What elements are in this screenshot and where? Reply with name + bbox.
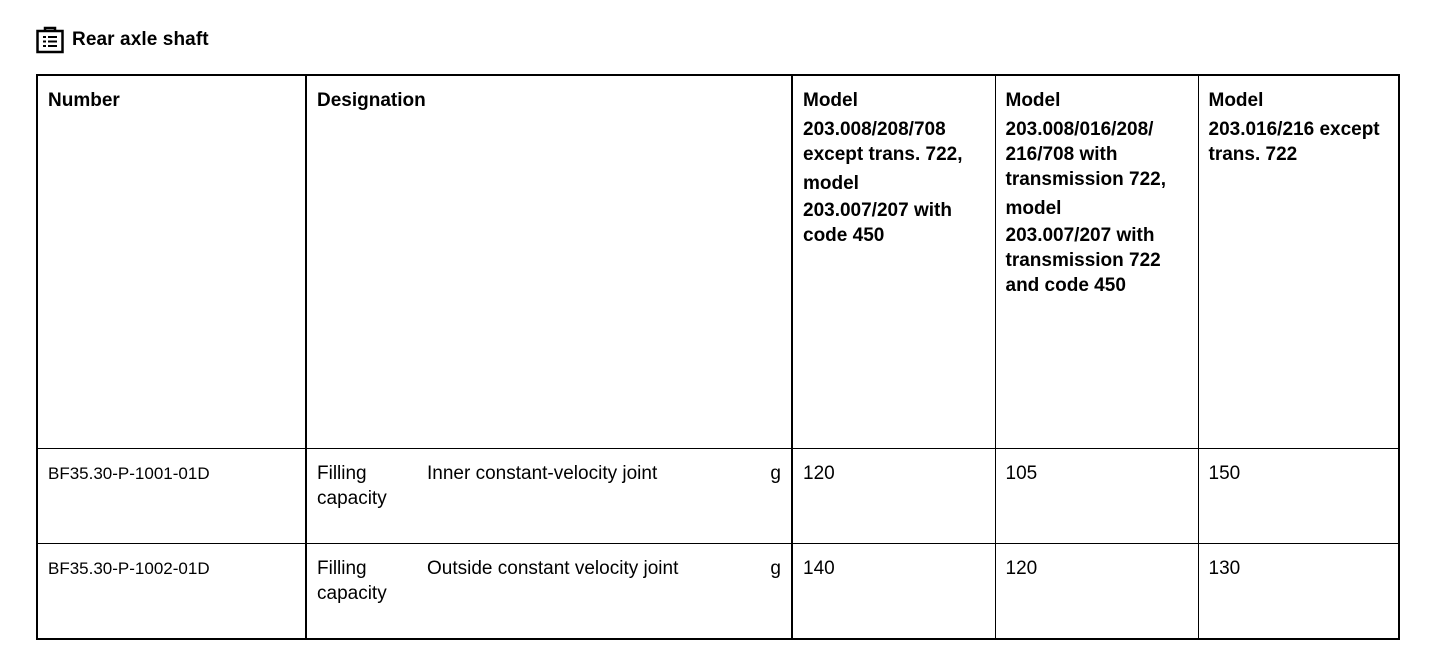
page-title: Rear axle shaft [72, 29, 209, 50]
value-model-1: 120 [792, 449, 995, 544]
row-number: BF35.30-P-1002-01D [37, 544, 306, 640]
value-model-2: 120 [995, 544, 1198, 640]
table-row [37, 449, 1399, 544]
header-model-2 [995, 75, 1198, 449]
designation-part: Outside constant velocity joint [427, 558, 679, 579]
designation-type: Filling capacity [317, 463, 387, 509]
model-text: 203.008/016/208/ 216/708 with transmission 722, [1005, 119, 1167, 190]
table-row [37, 544, 1399, 640]
designation-type: Filling capacity [317, 558, 387, 604]
model-text: 203.008/208/708 except trans. 722, [803, 119, 963, 165]
model-alt-label: model [803, 173, 859, 194]
designation-part: Inner constant-velocity joint [427, 463, 658, 484]
model-label: Model [1208, 90, 1264, 111]
value-model-2: 105 [995, 449, 1198, 544]
header-number: Number [37, 75, 306, 449]
designation-unit: g [770, 463, 781, 484]
header-designation: Designation [306, 75, 792, 449]
model-alt-text: 203.007/207 with transmission 722 and code 450 [1005, 225, 1161, 296]
value-model-1: 140 [792, 544, 995, 640]
header-model-1 [792, 75, 995, 449]
model-label: Model [803, 90, 858, 111]
designation-unit: g [770, 558, 781, 579]
row-designation [306, 449, 792, 544]
model-label: Model [1005, 90, 1061, 111]
model-text: 203.016/216 except trans. 722 [1208, 119, 1380, 165]
header-model-3 [1198, 75, 1399, 449]
model-alt-text: 203.007/207 with code 450 [803, 200, 952, 246]
value-model-3: 150 [1198, 449, 1399, 544]
table-header-row [37, 75, 1399, 449]
row-designation [306, 544, 792, 640]
model-alt-label: model [1005, 198, 1062, 219]
clipboard-list-icon [36, 26, 66, 54]
value-model-3: 130 [1198, 544, 1399, 640]
specification-table [36, 74, 1400, 640]
row-number: BF35.30-P-1001-01D [37, 449, 306, 544]
section-title [36, 26, 209, 54]
